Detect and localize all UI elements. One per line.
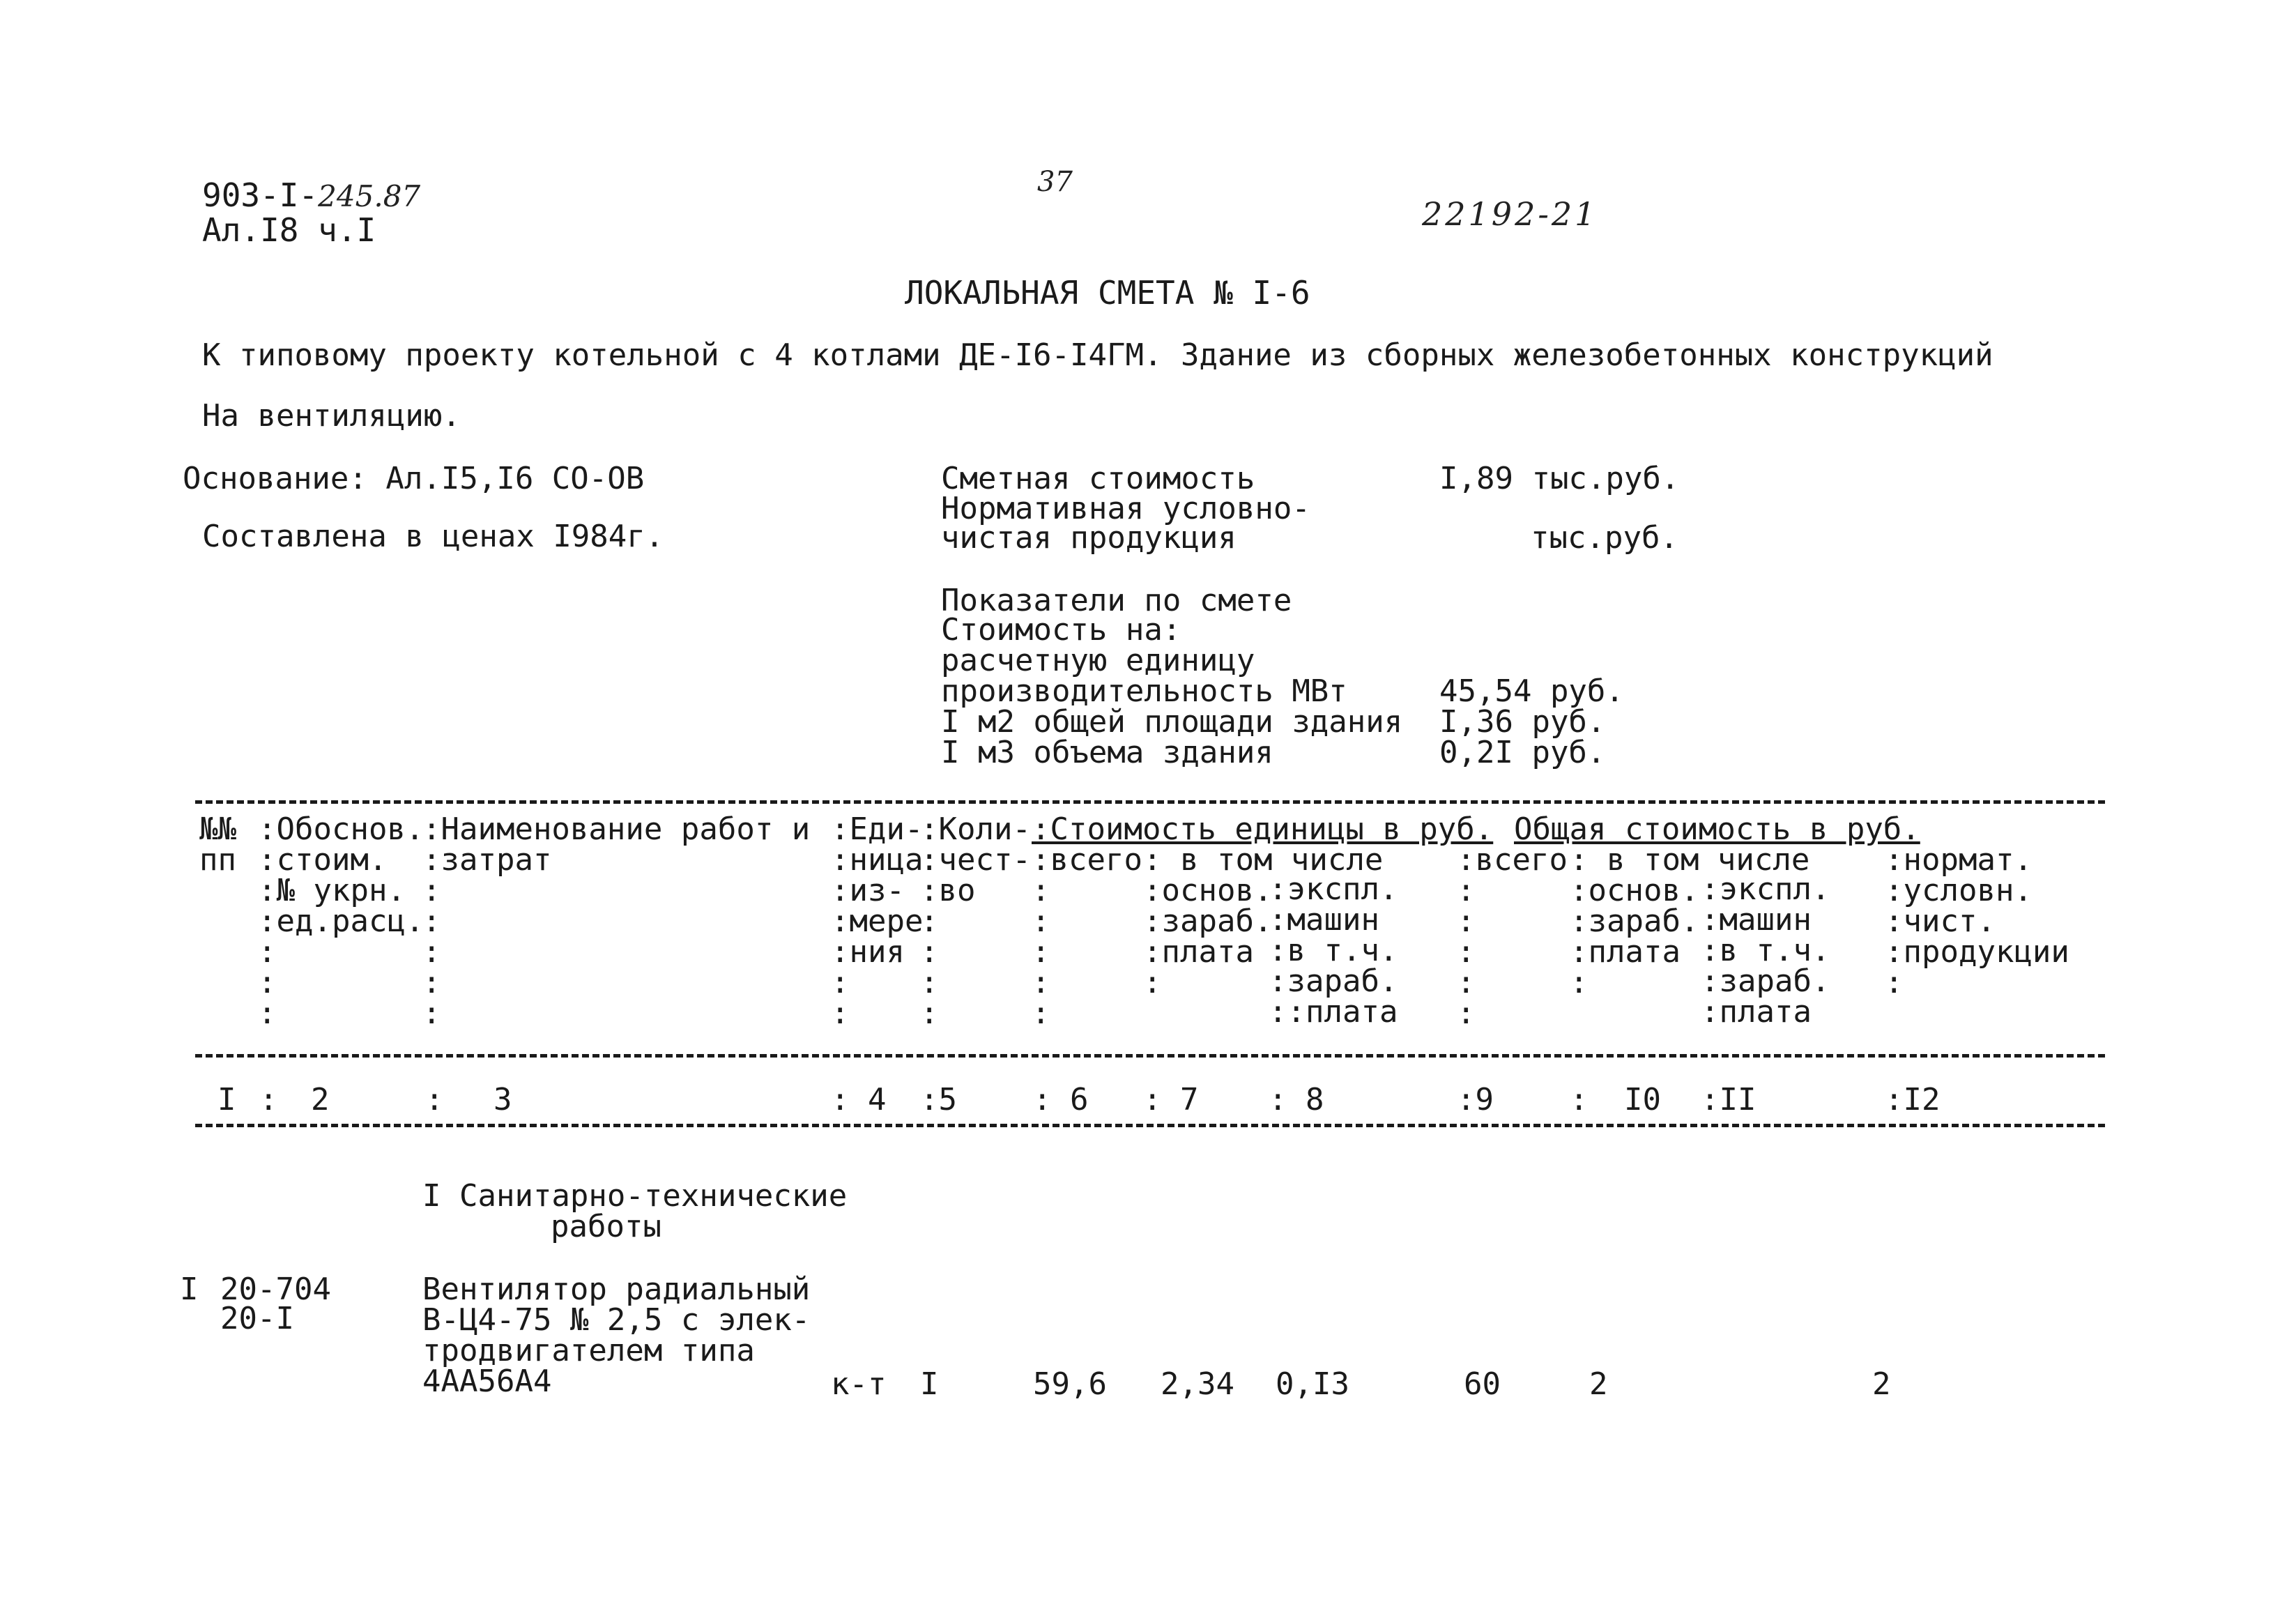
col-number-3: 3 [493, 1082, 512, 1117]
col-number-1: I [217, 1082, 236, 1117]
col-header-11: :экспл. :машин :в т.ч. :зараб. :плата [1701, 871, 1830, 1030]
normative-label-2: чистая продукция [941, 520, 1237, 556]
col-number-12: :I2 [1885, 1082, 1941, 1117]
col-header-5: :Коли- :чест- :во : : : : [920, 811, 1031, 1031]
col-number-4: : 4 [831, 1082, 887, 1117]
indicator-row-2-label: I м2 общей площади здания [941, 704, 1403, 740]
table-header-rule [195, 1054, 2105, 1058]
row-unit-total: 59,6 [1033, 1366, 1107, 1402]
row-number: I [180, 1272, 199, 1307]
doc-part: Ал.I8 ч.I [202, 211, 376, 249]
prices-line: Составлена в ценах I984г. [202, 519, 664, 554]
indicators-line-1: Показатели по смете [941, 583, 1292, 618]
doc-code [202, 176, 421, 214]
normative-label-1: Нормативная условно- [941, 491, 1310, 526]
col-number-5: :5 [920, 1082, 957, 1117]
reference-number: 22192-21 [1422, 195, 1598, 233]
col-number-2: 2 [311, 1082, 330, 1117]
col-number-8: : 8 [1269, 1082, 1324, 1117]
indicator-row-3-label: I м3 объема здания [941, 735, 1273, 770]
row-code-2: 20-I [220, 1301, 294, 1336]
indicator-row-1-label: производительность МВт [941, 673, 1347, 709]
row-code-1: 20-704 [220, 1272, 331, 1307]
col-header-9: :всего : : : : : [1457, 842, 1568, 1031]
indicator-row-3-value: 0,2I руб. [1439, 735, 1606, 770]
doc-code-prefix: 903-I- [202, 176, 319, 214]
col-header-1: №№ пп [199, 811, 236, 878]
row-quantity: I [920, 1366, 939, 1402]
row-unit-machine: 0,I3 [1276, 1366, 1349, 1402]
col-header-2: :Обоснов. :стоим. :№ укрн. :ед.расц. : : : [258, 811, 424, 1031]
col-header-unit-cost: :Стоимость единицы в руб. [1032, 811, 1494, 847]
col-header-4: :Еди- :ница :из- :мере :ния : : [831, 811, 924, 1031]
col-header-7: : в том числе :основ. :зараб. :плата : [1143, 842, 1384, 1000]
section-heading-line-1: I Санитарно-технические [422, 1178, 848, 1214]
page-number: 37 [1037, 166, 1073, 198]
row-normative: 2 [1872, 1366, 1891, 1402]
indicators-line-2: Стоимость на: [941, 612, 1181, 648]
section-heading-line-2: работы [551, 1209, 661, 1244]
indicator-row-2-value: I,36 руб. [1439, 704, 1606, 740]
col-number-11: :II [1701, 1082, 1757, 1117]
col-number-7: : 7 [1143, 1082, 1199, 1117]
col-header-10: : в том числе :основ. :зараб. :плата : [1570, 842, 1810, 1000]
column-numbers-rule [195, 1124, 2105, 1127]
doc-code-handwritten: 245.87 [318, 179, 421, 213]
col-header-3: :Наименование работ и :затрат : : : : : [422, 811, 811, 1031]
row-unit-wage: 2,34 [1161, 1366, 1234, 1402]
basis-line: Основание: Ал.I5,I6 СО-ОВ [183, 461, 645, 496]
col-header-12: :нормат. :условн. :чист. :продукции : [1885, 842, 2069, 1000]
row-total: 60 [1464, 1366, 1501, 1402]
indicators-line-3: расчетную единицу [941, 643, 1255, 678]
col-number-6: : 6 [1033, 1082, 1089, 1117]
row-name: Вентилятор радиальный В-Ц4-75 № 2,5 с элек- тродвигателем типа 4АА56А4 [422, 1272, 811, 1399]
document-subtitle: К типовому проекту котельной с 4 котлами ДЕ-I6-I4ГМ. Здание из сборных железобетонных конструкций [202, 337, 1993, 373]
col-header-total-cost: Общая стоимость в руб. [1514, 811, 1920, 847]
row-unit: к-т [831, 1366, 887, 1402]
estimated-cost-label: Сметная стоимость [941, 461, 1255, 496]
col-number-10: I0 [1624, 1082, 1661, 1117]
estimated-cost-value: I,89 тыс.руб. [1439, 461, 1680, 496]
col-number-9: :9 [1457, 1082, 1494, 1117]
row-total-wage: 2 [1589, 1366, 1608, 1402]
table-top-rule [195, 800, 2105, 804]
indicator-row-1-value: 45,54 руб. [1439, 673, 1624, 709]
col-number-sep-10: : [1570, 1082, 1589, 1117]
document-title: ЛОКАЛЬНАЯ СМЕТА № I-6 [905, 274, 1310, 312]
normative-value: тыс.руб. [1531, 520, 1678, 556]
col-number-sep-2: : [425, 1082, 444, 1117]
col-header-8: :экспл. :машин :в т.ч. :зараб. ::плата [1269, 871, 1398, 1030]
col-number-sep-1: : [259, 1082, 278, 1117]
col-header-6: :всего : : : : : [1032, 842, 1142, 1031]
document-purpose: На вентиляцию. [202, 398, 461, 434]
